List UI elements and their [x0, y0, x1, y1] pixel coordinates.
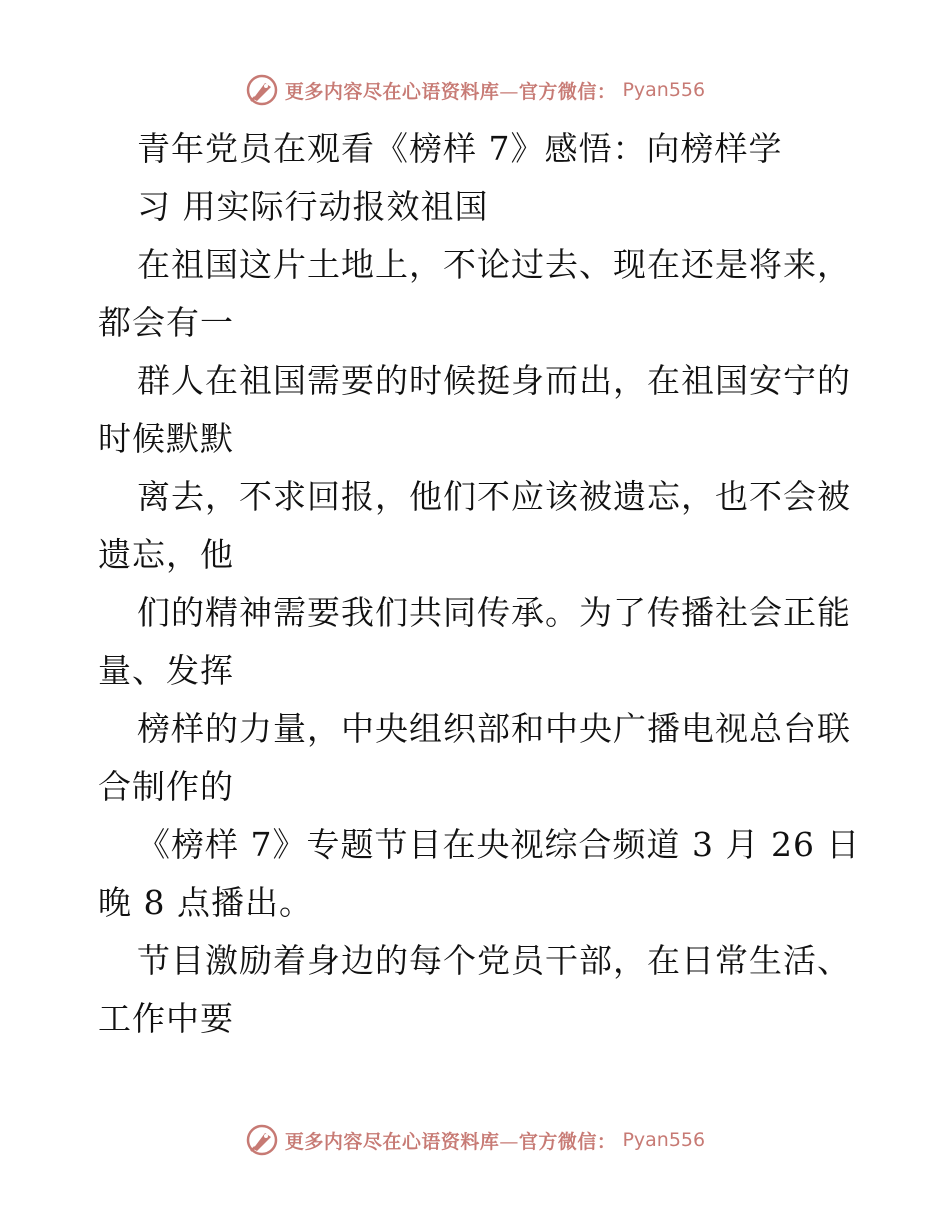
footer-watermark: [0, 1122, 950, 1158]
pen-nib-circle-icon: [245, 73, 279, 107]
header-watermark: [0, 72, 950, 108]
paragraph-line: 榜样的力量，中央组织部和中央广播电视总台联: [137, 709, 851, 748]
paragraph-line: 们的精神需要我们共同传承。为了传播社会正能: [137, 593, 851, 632]
paragraph-line: 离去，不求回报，他们不应该被遗忘，也不会被: [137, 477, 851, 516]
watermark-handle: Pyan556: [622, 1129, 706, 1151]
document-title-line: 习 用实际行动报效祖国: [137, 187, 489, 226]
watermark-text: 更多内容尽在心语资料库—官方微信：: [284, 80, 617, 103]
paragraph-line: 节目激励着身边的每个党员干部，在日常生活、: [137, 941, 851, 980]
paragraph-line: 遗忘，他: [98, 535, 234, 574]
document-title-line: 青年党员在观看《榜样 7》感悟：向榜样学: [137, 129, 783, 168]
paragraph-line: 《榜样 7》专题节目在央视综合频道 3 月 26 日: [137, 825, 861, 864]
paragraph-line: 晚 8 点播出。: [98, 883, 313, 922]
paragraph-line: 在祖国这片土地上，不论过去、现在还是将来，: [137, 245, 851, 284]
watermark-text: 更多内容尽在心语资料库—官方微信：: [284, 1130, 617, 1153]
paragraph-line: 工作中要: [98, 999, 234, 1038]
watermark-handle: Pyan556: [622, 79, 706, 101]
paragraph-line: 群人在祖国需要的时候挺身而出，在祖国安宁的: [137, 361, 851, 400]
paragraph-line: 合制作的: [98, 767, 234, 806]
paragraph-line: 时候默默: [98, 419, 234, 458]
document-body: [98, 120, 861, 1048]
pen-nib-circle-icon: [245, 1123, 279, 1157]
paragraph-line: 量、发挥: [98, 651, 234, 690]
paragraph-line: 都会有一: [98, 303, 234, 342]
